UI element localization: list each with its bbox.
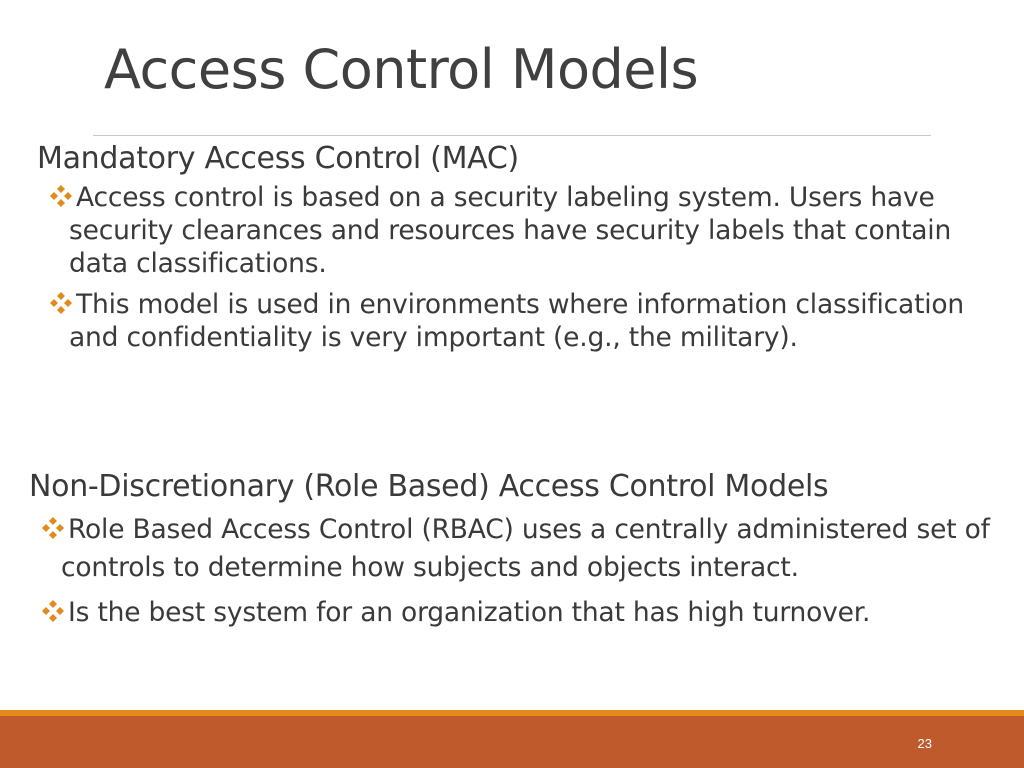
diamond-cluster-icon — [41, 516, 65, 540]
section-heading: Non-Discretionary (Role Based) Access Control Models — [29, 469, 829, 504]
bullet-item — [49, 181, 1007, 280]
bullet-text: This model is used in environments where information classification and confidentiality is very important (e.g., the military). — [69, 289, 965, 353]
bullet-list — [49, 181, 1007, 354]
page-number: 23 — [917, 736, 932, 751]
diamond-cluster-icon — [49, 291, 73, 315]
diamond-cluster-icon — [49, 184, 73, 208]
bullet-text: Is the best system for an organization that has high turnover. — [68, 597, 871, 628]
bullet-text: Role Based Access Control (RBAC) uses a centrally administered set of controls to determine how subjects and objects interact. — [61, 514, 990, 583]
bullet-item — [41, 594, 999, 632]
section-heading: Mandatory Access Control (MAC) — [37, 141, 519, 176]
bullet-list — [41, 511, 999, 632]
bullet-item — [41, 511, 999, 587]
section-mac — [37, 141, 1007, 362]
bullet-text: Access control is based on a security labeling system. Users have security clearances and resources have security labels that contain data classifications. — [69, 182, 952, 279]
footer-bar — [0, 716, 1024, 768]
bullet-item — [49, 288, 1007, 354]
title-divider — [93, 135, 931, 136]
slide-title: Access Control Models — [104, 38, 699, 101]
section-rbac — [29, 469, 999, 639]
diamond-cluster-icon — [41, 599, 65, 623]
